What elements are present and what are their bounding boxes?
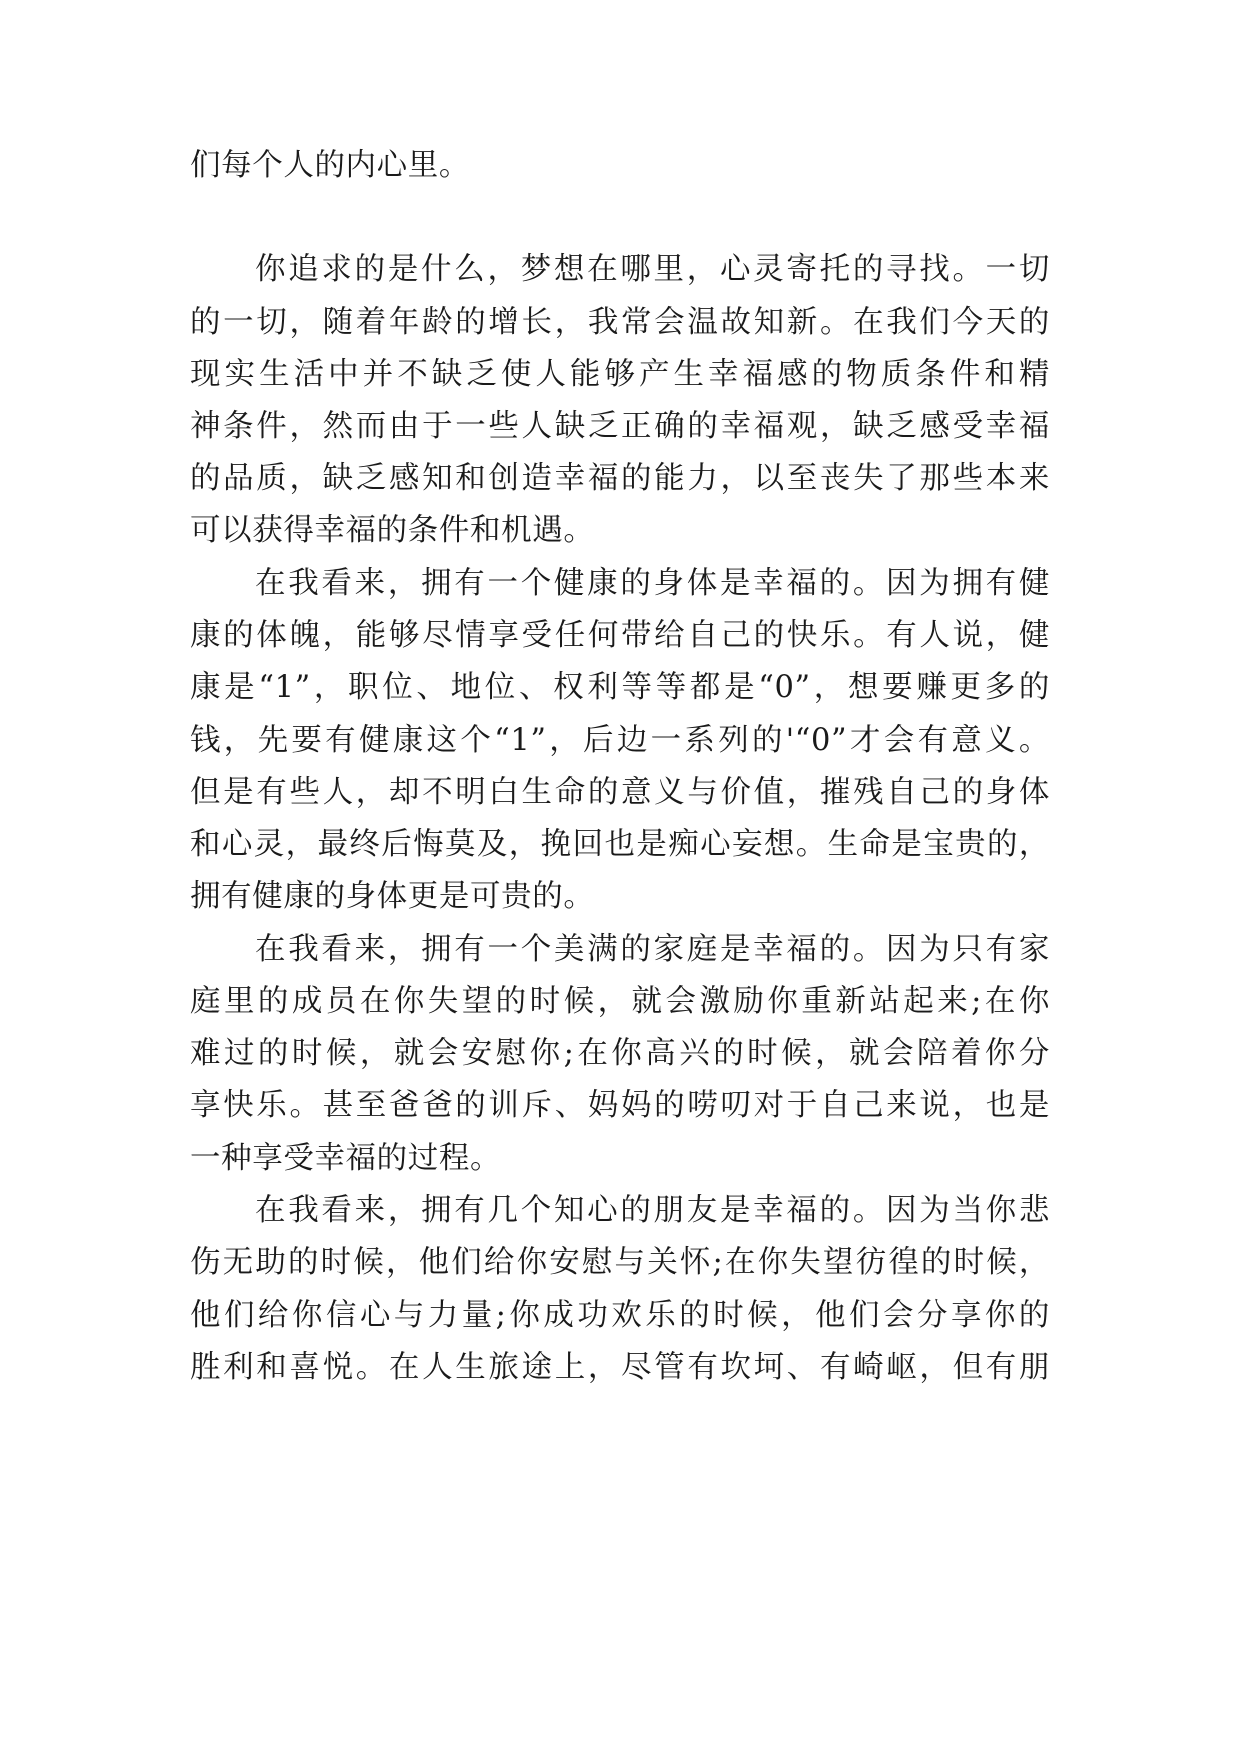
paragraph-first-line: 在我看来，拥有一个健康的身体是幸福的。因为拥有健 — [255, 566, 1050, 601]
text-line: 可以获得幸福的条件和机遇。 — [190, 513, 595, 548]
text-line: 他们给你信心与力量;你成功欢乐的时候，他们会分享你的 — [190, 1298, 1050, 1333]
text-line: 难过的时候，就会安慰你;在你高兴的时候，就会陪着你分 — [190, 1036, 1050, 1071]
text-line: 康是“1”，职位、地位、权利等等都是“0”，想要赚更多的 — [190, 670, 1050, 705]
text-line: 钱，先要有健康这个“1”，后边一系列的'“0”才会有意义。 — [190, 723, 1050, 758]
text-line: 们每个人的内心里。 — [190, 148, 470, 183]
text-line: 康的体魄，能够尽情享受任何带给自己的快乐。有人说，健 — [190, 618, 1050, 653]
text-line: 享快乐。甚至爸爸的训斥、妈妈的唠叨对于自己来说，也是 — [190, 1088, 1050, 1123]
paragraph-first-line: 你追求的是什么，梦想在哪里，心灵寄托的寻找。一切 — [255, 252, 1050, 287]
text-line: 一种享受幸福的过程。 — [190, 1141, 502, 1176]
text-line: 神条件，然而由于一些人缺乏正确的幸福观，缺乏感受幸福 — [190, 409, 1050, 444]
text-line: 庭里的成员在你失望的时候，就会激励你重新站起来;在你 — [190, 984, 1050, 1019]
paragraph-first-line: 在我看来，拥有几个知心的朋友是幸福的。因为当你悲 — [255, 1193, 1050, 1228]
text-line: 但是有些人，却不明白生命的意义与价值，摧残自己的身体 — [190, 775, 1050, 810]
text-line: 胜利和喜悦。在人生旅途上，尽管有坎坷、有崎岖，但有朋 — [190, 1350, 1050, 1385]
text-line: 伤无助的时候，他们给你安慰与关怀;在你失望彷徨的时候， — [190, 1245, 1050, 1280]
text-line: 和心灵，最终后悔莫及，挽回也是痴心妄想。生命是宝贵的， — [190, 827, 1050, 862]
text-line: 的一切，随着年龄的增长，我常会温故知新。在我们今天的 — [190, 305, 1050, 340]
text-line: 现实生活中并不缺乏使人能够产生幸福感的物质条件和精 — [190, 357, 1050, 392]
paragraph-first-line: 在我看来，拥有一个美满的家庭是幸福的。因为只有家 — [255, 932, 1050, 967]
text-line: 拥有健康的身体更是可贵的。 — [190, 879, 595, 914]
text-line: 的品质，缺乏感知和创造幸福的能力，以至丧失了那些本来 — [190, 461, 1050, 496]
